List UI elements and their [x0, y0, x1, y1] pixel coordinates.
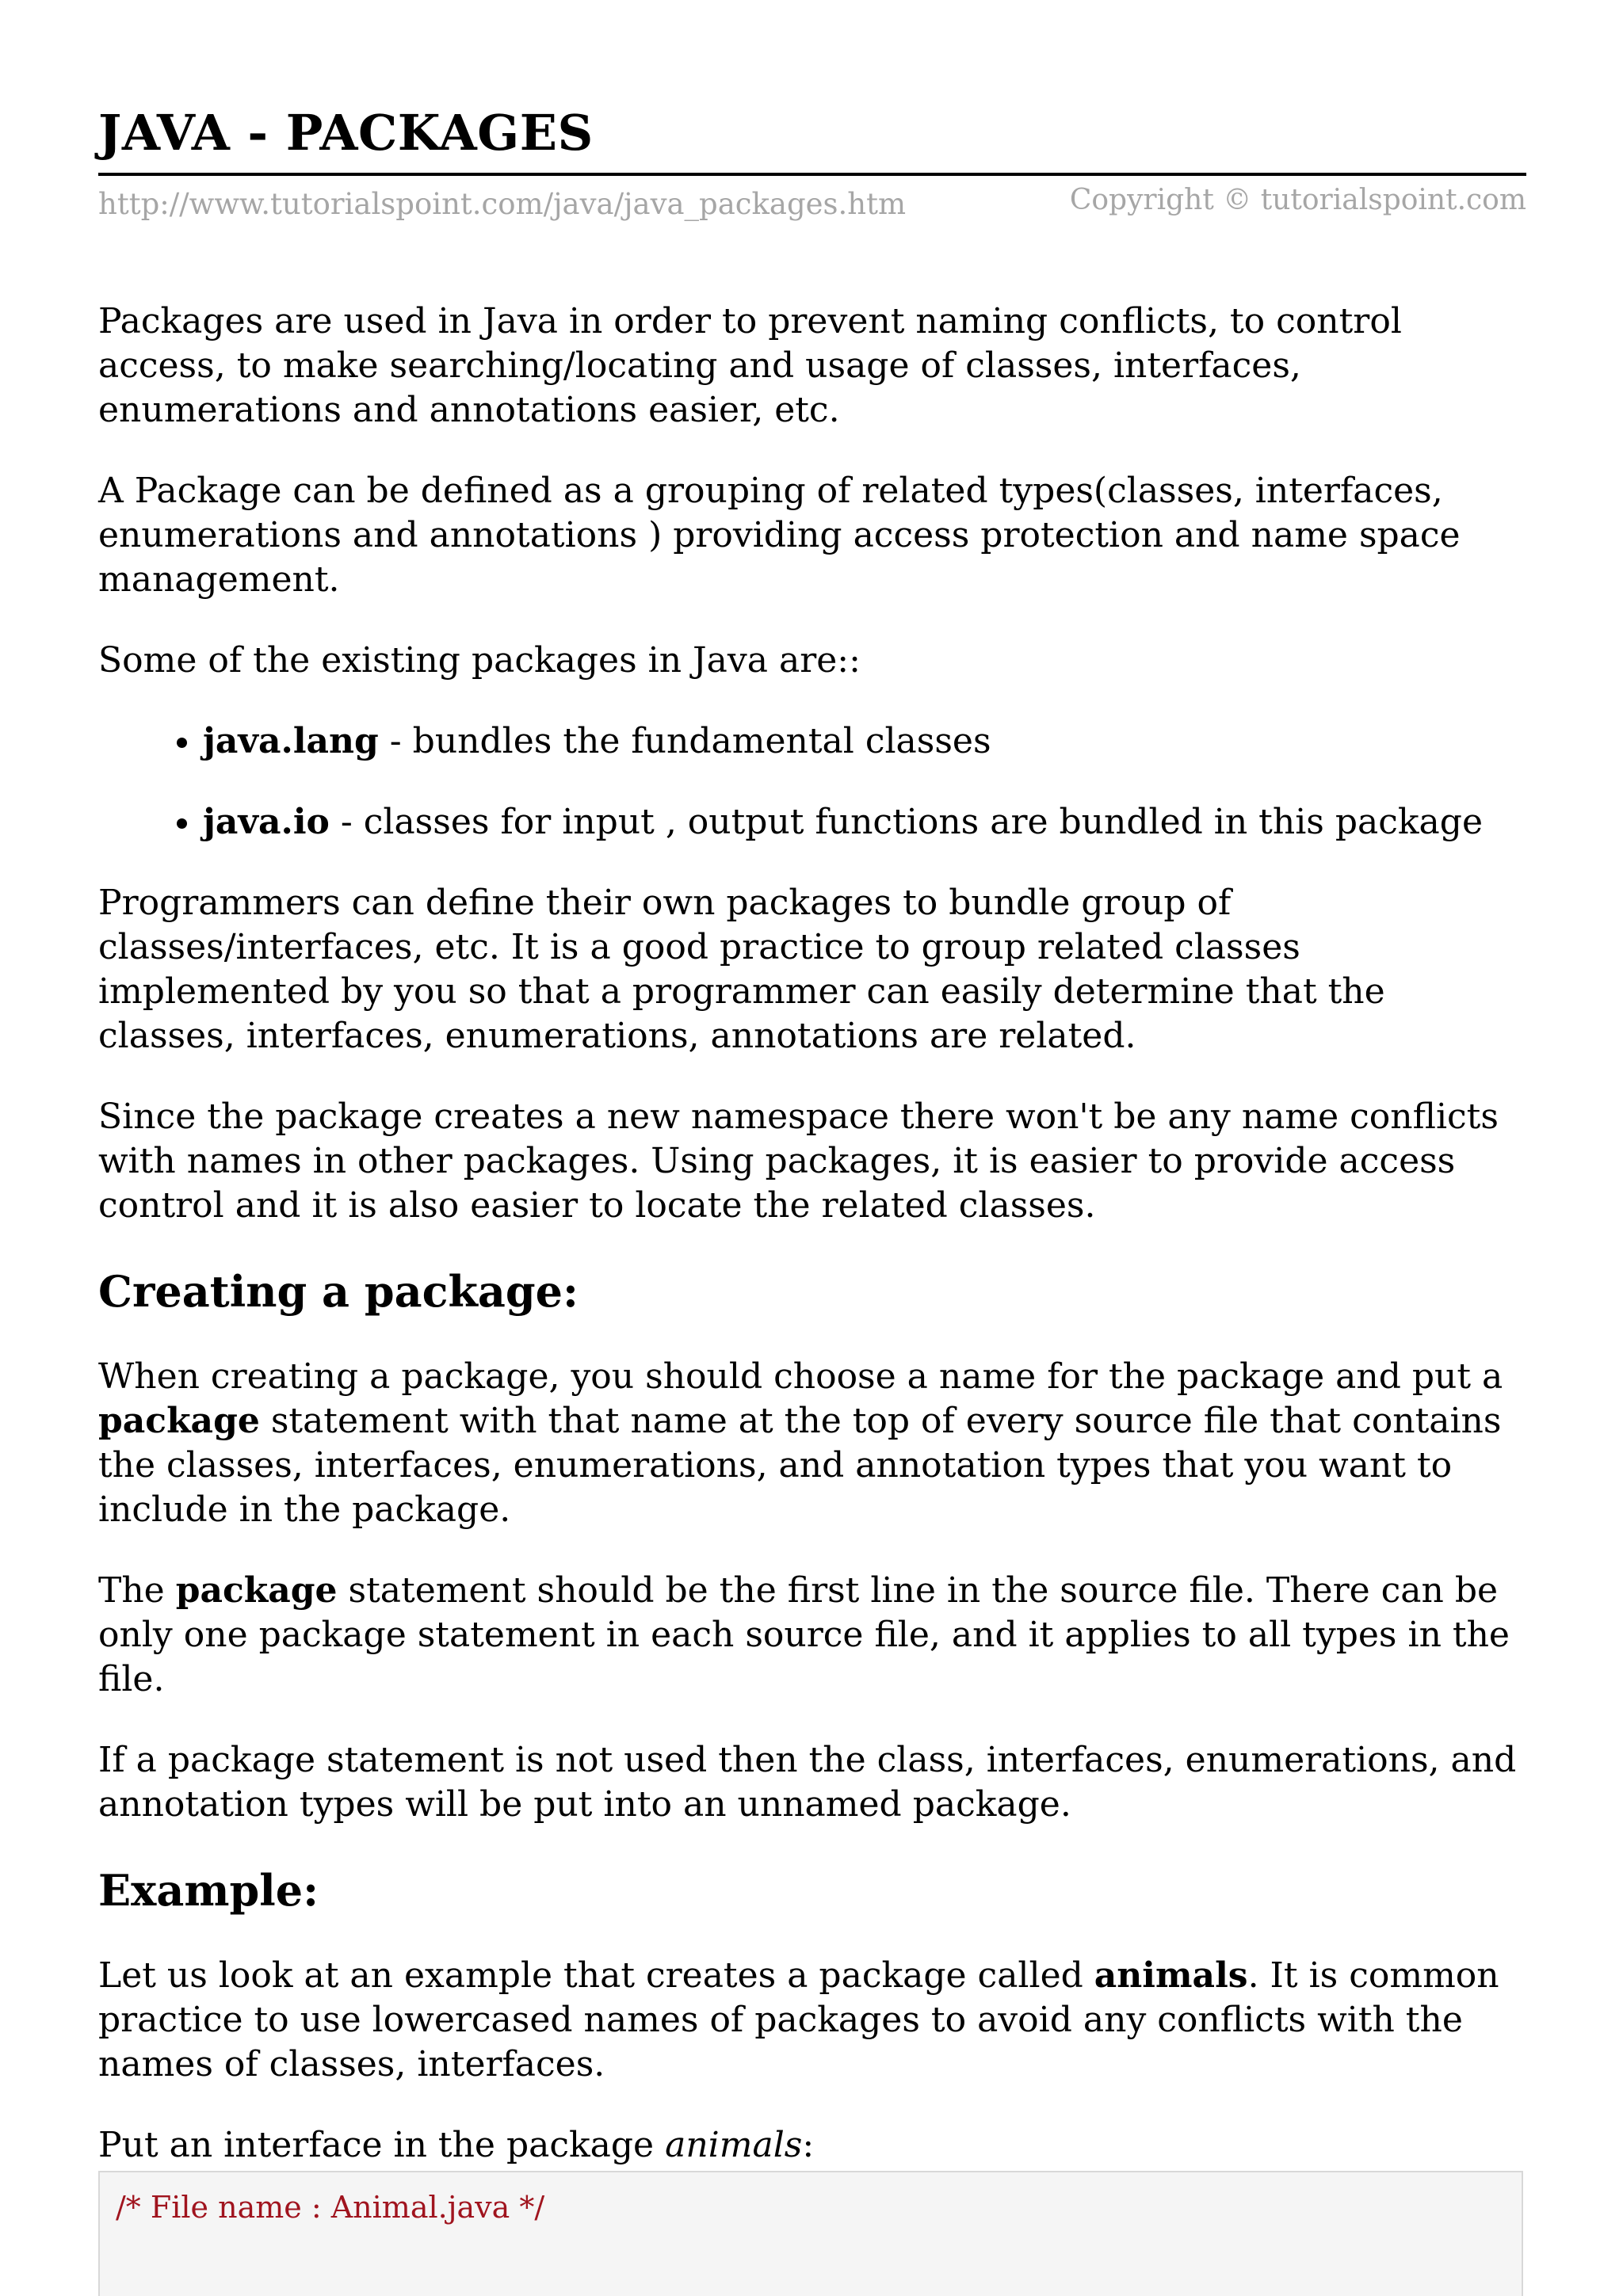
package-desc: - bundles the fundamental classes	[378, 721, 991, 761]
text-run: . It is common practice to use lowercased names of packages to avoid any conflicts with the names of classes, interfaces.	[98, 1955, 1499, 2084]
copyright-notice: Copyright © tutorialspoint.com	[1069, 184, 1526, 216]
paragraph-creating-2	[98, 1569, 1526, 1702]
paragraph-programmers: Programmers can define their own packages to bundle group of classes/interfaces, etc. It is a good practice to group related classes implemented by you so that a programmer can easily determine that the classes, interfaces, enumerations, annotations are related.	[98, 883, 1385, 1056]
paragraph-example-1	[98, 1954, 1526, 2087]
text-run: statement with that name at the top of every source file that contains the classes, interfaces, enumerations, and annotation types that you want to include in the package.	[98, 1401, 1502, 1530]
text-run: When creating a package, you should choose a name for the package and put a	[98, 1356, 1503, 1397]
intro-paragraph-3: Some of the existing packages in Java are::	[98, 640, 861, 681]
intro-paragraph-1: Packages are used in Java in order to prevent naming conflicts, to control access, to make searching/locating and usage of classes, interfaces, enumerations and annotations easier, etc.	[98, 301, 1402, 430]
package-list	[98, 719, 1526, 845]
package-desc: - classes for input , output functions are bundled in this package	[329, 802, 1483, 842]
italic-animals: animals	[665, 2125, 803, 2165]
text-run: Put an interface in the package	[98, 2125, 666, 2165]
text-run: Let us look at an example that creates a package called	[98, 1955, 1094, 1996]
source-url: http://www.tutorialspoint.com/java/java_packages.htm	[98, 187, 907, 221]
heading-example: Example:	[98, 1865, 319, 1916]
text-run: The	[98, 1570, 176, 1611]
list-item	[203, 719, 1526, 764]
intro-paragraph-2: A Package can be defined as a grouping of related types(classes, interfaces, enumerations and annotations ) providing access protection and name space management.	[98, 471, 1461, 600]
list-item	[203, 800, 1526, 845]
text-run: statement should be the first line in the source file. There can be only one package statement in each source file, and it applies to all types in the file.	[98, 1570, 1510, 1699]
code-comment: /* File name : Animal.java */	[116, 2190, 545, 2225]
paragraph-namespace: Since the package creates a new namespace there won't be any name conflicts with names in other packages. Using packages, it is easier to provide access control and it is also easier to locate the related classes.	[98, 1097, 1499, 1226]
title-rule	[98, 173, 1526, 176]
article-body	[98, 299, 1526, 2204]
package-name: java.io	[203, 802, 330, 842]
paragraph-example-2	[98, 2123, 1526, 2168]
code-block	[98, 2171, 1523, 2296]
heading-creating-package: Creating a package:	[98, 1266, 579, 1317]
text-run: :	[802, 2125, 815, 2165]
paragraph-creating-3: If a package statement is not used then the class, interfaces, enumerations, and annotation types will be put into an unnamed package.	[98, 1740, 1517, 1825]
page-title: JAVA - PACKAGES	[98, 104, 594, 162]
keyword-package: package	[175, 1570, 338, 1611]
keyword-animals: animals	[1094, 1955, 1248, 1996]
keyword-package: package	[98, 1401, 260, 1441]
paragraph-creating-1	[98, 1355, 1526, 1532]
package-name: java.lang	[203, 721, 379, 761]
